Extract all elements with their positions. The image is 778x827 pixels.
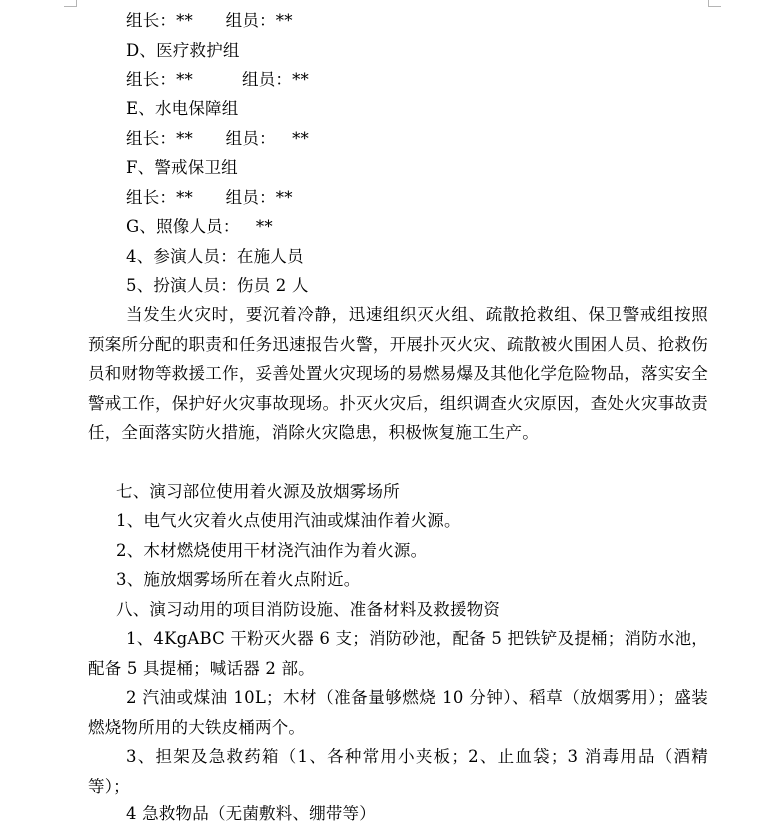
page-corner-mark-left bbox=[64, 0, 77, 7]
section-8-item-1: 1、4KgABC 干粉灭火器 6 支；消防砂池，配备 5 把铁铲及提桶；消防水池，配备 5 具提桶；喊话器 2 部。 bbox=[88, 629, 708, 678]
section-heading-8: 八、演习动用的项目消防设施、准备材料及救援物资 bbox=[116, 600, 501, 619]
section-heading-7: 七、演习部位使用着火源及放烟雾场所 bbox=[116, 482, 400, 501]
group-heading-d: D、医疗救护组 bbox=[126, 41, 240, 60]
section-8-item-4: 4 急救物品（无菌敷料、绷带等） bbox=[126, 804, 376, 823]
leader-member-line-d: 组长：** 组员：** bbox=[126, 70, 310, 89]
section-7-item-1: 1、电气火灾着火点使用汽油或煤油作着火源。 bbox=[116, 511, 461, 530]
leader-member-line-e: 组长：** 组员： ** bbox=[126, 129, 310, 148]
section-8-item-3: 3、担架及急救药箱（1、各种常用小夹板；2、止血袋；3 消毒用品（酒精等）； bbox=[88, 747, 708, 796]
section-7-item-2: 2、木材燃烧使用干材浇汽油作为着火源。 bbox=[116, 541, 428, 560]
section-7-item-3: 3、施放烟雾场所在着火点附近。 bbox=[116, 570, 361, 589]
leader-member-line-f: 组长：** 组员：** bbox=[126, 188, 293, 207]
photographer-line-g: G、照像人员： ** bbox=[126, 217, 273, 236]
group-heading-e: E、水电保障组 bbox=[126, 99, 239, 118]
actors-line: 5、扮演人员：伤员 2 人 bbox=[126, 276, 309, 295]
participants-line: 4、参演人员：在施人员 bbox=[126, 247, 304, 266]
leader-member-line-c: 组长：** 组员：** bbox=[126, 11, 293, 30]
fire-response-paragraph: 当发生火灾时，要沉着冷静，迅速组织灭火组、疏散抢救组、保卫警戒组按照预案所分配的职责和任务迅速报告火警，开展扑灭火灾、疏散被火围困人员、抢救伤员和财物等救援工作，妥善处置火灾现场的易燃易爆及其他化学危险物品，落实安全警戒工作，保护好火灾事故现场。扑灭火灾后，组织调查火灾原因，查处火灾事故责任，全面落实防火措施，消除火灾隐患，积极恢复施工生产。 bbox=[88, 305, 708, 442]
group-heading-f: F、警戒保卫组 bbox=[126, 158, 238, 177]
section-8-item-2: 2 汽油或煤油 10L；木材（准备量够燃烧 10 分钟）、稻草（放烟雾用）；盛装燃烧物所用的大铁皮桶两个。 bbox=[88, 688, 708, 737]
page-corner-mark-right bbox=[708, 0, 721, 7]
